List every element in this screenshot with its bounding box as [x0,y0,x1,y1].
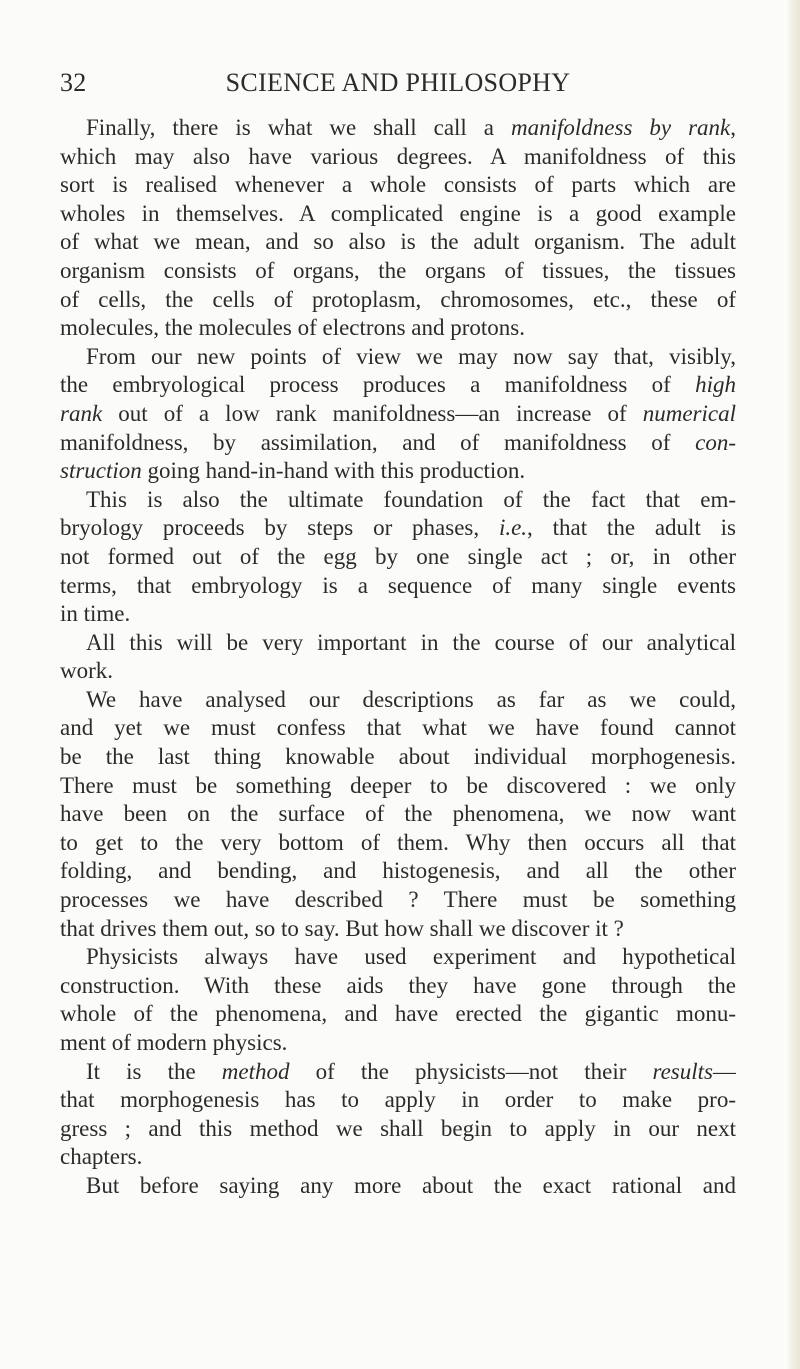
text-segment: manifoldness, by assimilation, and of manifoldness of [60,429,696,455]
text-line [60,1115,736,1144]
text-line [60,343,736,372]
text-segment: There must be something deeper to be discovered : we only [60,772,736,798]
text-segment: Finally, there is what we shall call a [86,115,512,140]
text-line [60,629,736,658]
text-segment: whole of the phenomena, and have erected the gigantic monu- [60,1001,736,1027]
text-line [60,686,736,715]
text-line [60,400,736,429]
text-line [60,800,736,829]
text-segment: of what we mean, and so also is the adult organism. The adult [60,229,736,255]
italic-text: method [221,1058,290,1084]
text-line [60,829,736,858]
text-segment: which may also have various degrees. A manifoldness of this [60,143,736,169]
text-line [60,915,736,944]
text-segment: ment of modern physics. [60,1030,288,1055]
text-segment: , that the adult is [527,515,736,541]
text-line [60,314,736,343]
text-segment: molecules, the molecules of electrons and protons. [60,315,525,341]
text-segment: processes we have described ? There must be something [60,887,736,913]
text-segment: not formed out of the egg by one single act ; or, in other [60,543,736,569]
text-segment: It is the [86,1058,222,1084]
text-segment: the embryological process produces a manifoldness of [60,372,696,398]
page-header [60,66,736,100]
text-line [60,657,736,686]
italic-text: struction [60,458,142,484]
text-segment: folding, and bending, and histogenesis, and all the other [60,858,736,884]
text-segment: in time. [60,601,131,627]
text-line [60,286,736,315]
text-segment: sort is realised whenever a whole consists of parts which are [60,172,736,198]
page-number: 32 [60,68,87,97]
text-line [60,1000,736,1029]
text-line [60,114,736,143]
text-line [60,543,736,572]
text-line [60,1029,736,1058]
italic-text: manifoldness by rank [511,115,731,140]
text-line [60,228,736,257]
text-line [60,1143,736,1172]
running-head: SCIENCE AND PHILOSOPHY [225,68,571,97]
text-segment: chapters. [60,1144,143,1170]
text-line [60,257,736,286]
text-segment: We have analysed our descriptions as far as we could, [86,686,736,712]
italic-text: rank [60,400,103,426]
text-segment: From our new points of view we may now say that, visibly, [86,343,736,369]
text-line [60,1172,736,1201]
text-line [60,514,736,543]
italic-text: con- [695,429,736,455]
text-line [60,143,736,172]
text-line [60,972,736,1001]
text-segment: , [730,115,736,140]
text-segment: and yet we must confess that what we have found cannot [60,715,736,741]
text-segment: have been on the surface of the phenomena, we now want [60,801,736,827]
page-edge-shadow [788,0,800,1369]
text-segment: This is also the ultimate foundation of the fact that em- [86,486,736,512]
text-line [60,457,736,486]
italic-text: high [695,372,736,398]
italic-text: numerical [642,400,736,426]
text-line [60,714,736,743]
body-text [60,114,736,1201]
text-segment: to get to the very bottom of them. Why then occurs all that [60,829,736,855]
text-segment: terms, that embryology is a sequence of many single events [60,572,736,598]
text-segment: that drives them out, so to say. But how shall we discover it ? [60,915,624,941]
text-segment: All this will be very important in the course of our analytical [86,629,736,655]
text-line [60,371,736,400]
text-line [60,886,736,915]
text-segment: work. [60,658,114,684]
text-line [60,772,736,801]
text-line [60,486,736,515]
italic-text: results [652,1058,713,1084]
text-line [60,429,736,458]
text-segment: of the physicists—not their [289,1058,653,1084]
text-line [60,572,736,601]
text-line [60,200,736,229]
text-segment: — [713,1058,736,1084]
text-line [60,1058,736,1087]
text-line [60,857,736,886]
text-line [60,1086,736,1115]
text-segment: Physicists always have used experiment and hypothetical [86,944,736,970]
text-segment: gress ; and this method we shall begin to apply in our next [60,1115,736,1141]
text-line [60,600,736,629]
italic-text: i.e. [498,515,528,541]
text-segment: construction. With these aids they have gone through the [60,972,736,998]
text-segment: that morphogenesis has to apply in order to make pro- [60,1087,736,1113]
text-segment: of cells, the cells of protoplasm, chromosomes, etc., these of [60,286,736,312]
text-line [60,171,736,200]
text-segment: out of a low rank manifoldness—an increase of [102,400,643,426]
text-segment: organism consists of organs, the organs of tissues, the tissues [60,257,736,283]
text-segment: bryology proceeds by steps or phases, [60,515,499,541]
text-segment: going hand-in-hand with this production. [141,458,526,484]
text-segment: be the last thing knowable about individual morphogenesis. [60,744,736,770]
text-line [60,743,736,772]
text-segment: But before saying any more about the exact rational and [86,1172,736,1198]
text-line [60,943,736,972]
text-segment: wholes in themselves. A complicated engine is a good example [60,200,736,226]
